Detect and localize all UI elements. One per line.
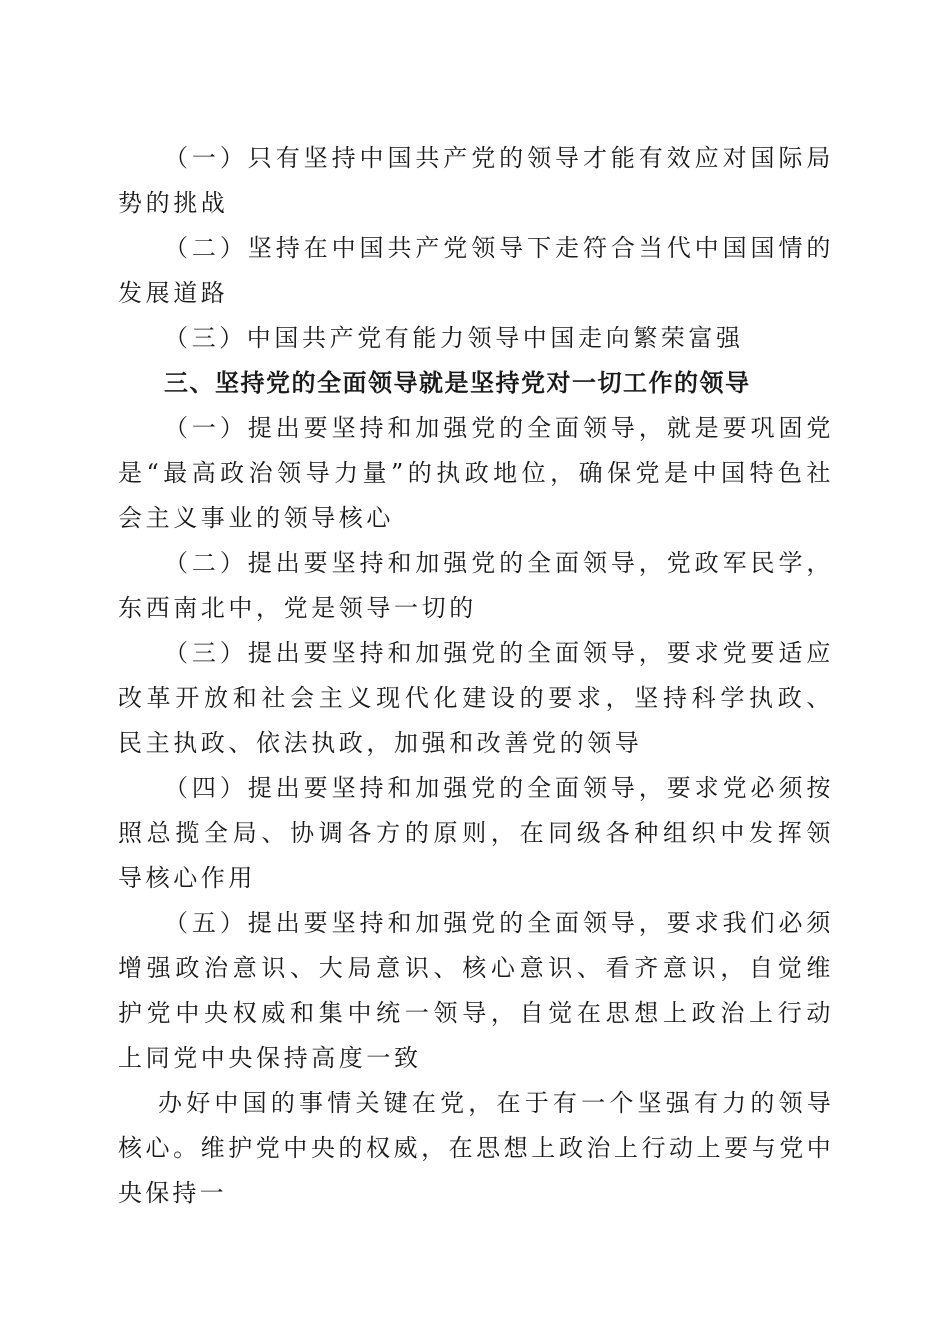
section-item-4: （四）提出要坚持和加强党的全面领导，要求党必须按照总揽全局、协调各方的原则，在同级各种组织中发挥领导核心作用 [118, 774, 834, 892]
section-item-2: （二）提出要坚持和加强党的全面领导，党政军民学，东西南北中，党是领导一切的 [118, 549, 834, 622]
closing-paragraph: 办好中国的事情关键在党，在于有一个坚强有力的领导核心。维护党中央的权威，在思想上政治上行动上要与党中央保持一 [118, 1089, 834, 1207]
paragraph-2: （二）坚持在中国共产党领导下走符合当代中国国情的发展道路 [118, 234, 834, 307]
paragraph-1: （一）只有坚持中国共产党的领导才能有效应对国际局势的挑战 [118, 144, 834, 217]
section-heading: 三、坚持党的全面领导就是坚持党对一切工作的领导 [164, 369, 751, 397]
section-item-5: （五）提出要坚持和加强党的全面领导，要求我们必须增强政治意识、大局意识、核心意识、看齐意识，自觉维护党中央权威和集中统一领导，自觉在思想上政治上行动上同党中央保持高度一致 [118, 909, 834, 1072]
document-page [118, 136, 834, 1216]
paragraph-3: （三）中国共产党有能力领导中国走向繁荣富强 [164, 324, 744, 352]
section-item-1: （一）提出要坚持和加强党的全面领导，就是要巩固党是“最高政治领导力量”的执政地位，确保党是中国特色社会主义事业的领导核心 [118, 414, 834, 532]
section-item-3: （三）提出要坚持和加强党的全面领导，要求党要适应改革开放和社会主义现代化建设的要求，坚持科学执政、民主执政、依法执政，加强和改善党的领导 [118, 639, 834, 757]
